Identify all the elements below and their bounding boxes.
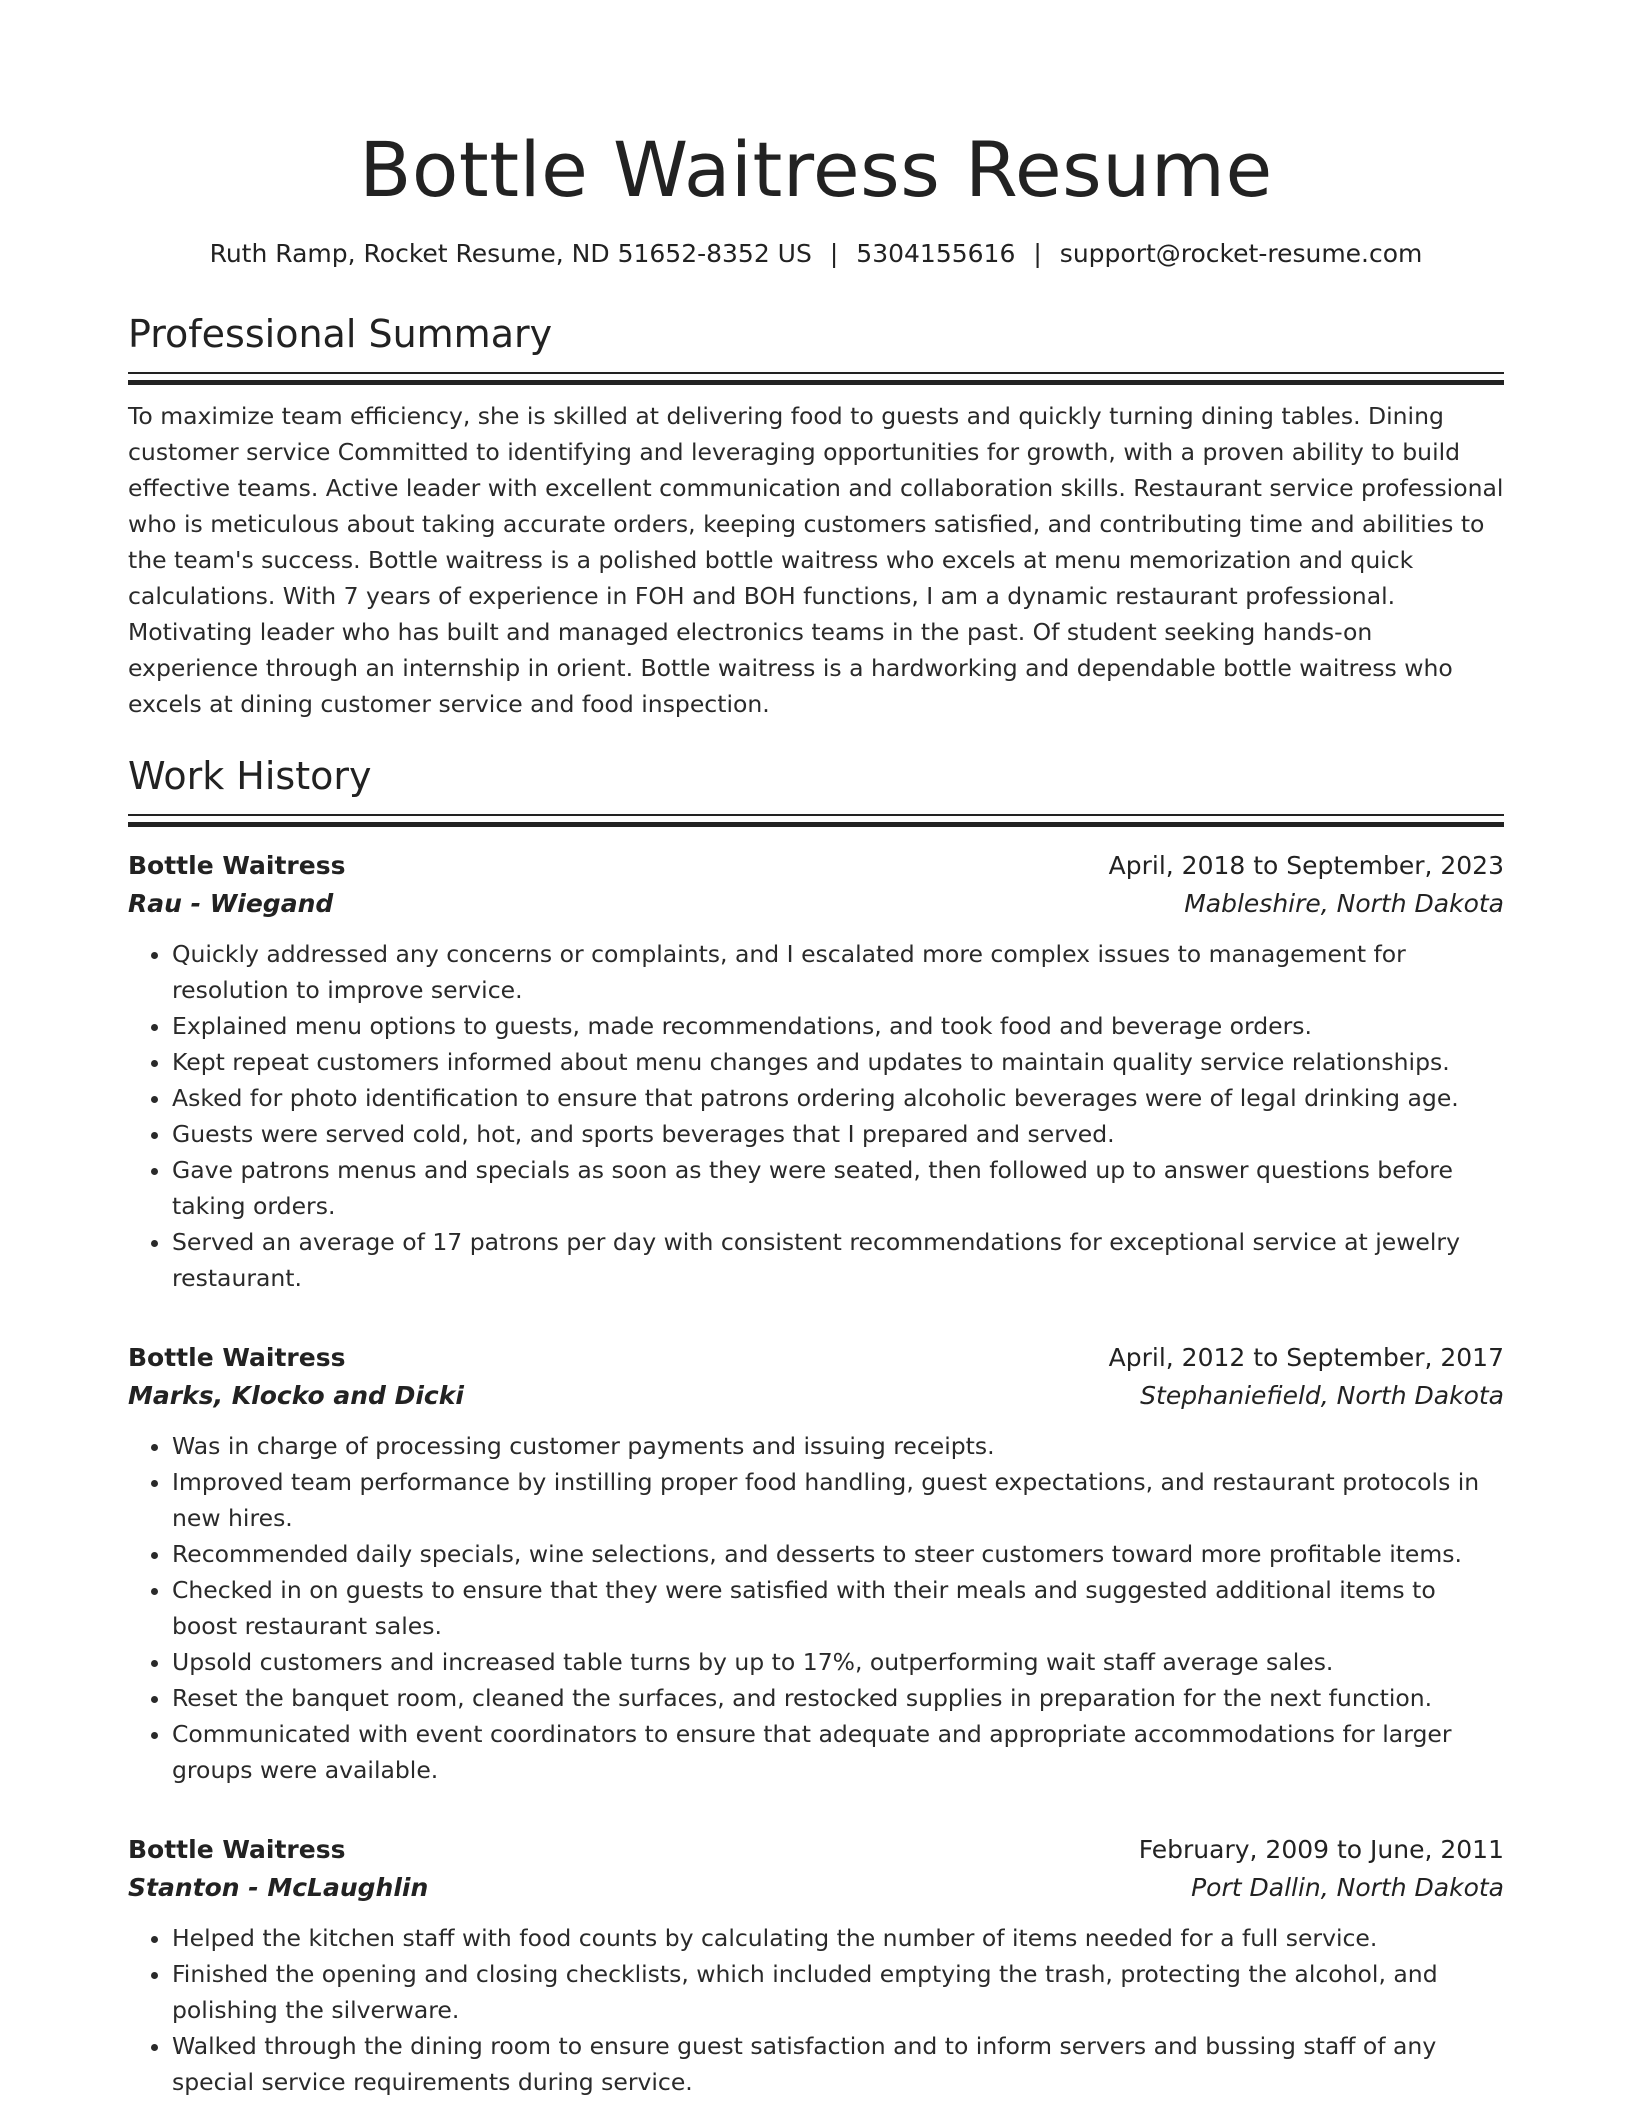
job-bullet: • Gave patrons menus and specials as soon as they were seated, then followed up to answer questions before taking orders. [172,1152,1504,1224]
job-dates: April, 2012 to September, 2017 [1108,1343,1504,1372]
resume-page [128,0,1504,2100]
job-bullet: • Explained menu options to guests, made recommendations, and took food and beverage orders. [172,1008,1504,1044]
section-divider [128,814,1504,826]
job-location: Stephaniefield, North Dakota [1140,1381,1504,1410]
job-company: Rau - Wiegand [128,889,334,918]
job-bullet: • Upsold customers and increased table turns by up to 17%, outperforming wait staff average sales. [172,1644,1504,1680]
job-title: Bottle Waitress [128,1835,346,1864]
job-company: Marks, Klocko and Dicki [128,1381,464,1410]
contact-email[interactable]: support@rocket-resume.com [1059,239,1423,268]
job-bullet-list [128,1428,1504,1788]
job-dates: February, 2009 to June, 2011 [1138,1835,1504,1864]
contact-separator: | [1033,239,1042,268]
job-bullet: • Asked for photo identification to ensure that patrons ordering alcoholic beverages were of legal drinking age. [172,1080,1504,1116]
contact-line [128,238,1504,270]
job-title: Bottle Waitress [128,851,346,880]
job-bullet: • Recommended daily specials, wine selections, and desserts to steer customers toward more profitable items. [172,1536,1504,1572]
summary-text: To maximize team efficiency, she is skilled at delivering food to guests and quickly turning dining tables. Dining customer service Committed to identifying and leveraging opportunities for growth, with a proven ability to build effective teams. Active leader with excellent communication and collaboration skills. Restaurant service professional who is meticulous about taking accurate orders, keeping customers satisfied, and contributing time and abilities to the team's success. Bottle waitress is a polished bottle waitress who excels at menu memorization and quick calculations. With 7 years of experience in FOH and BOH functions, I am a dynamic restaurant professional. Motivating leader who has built and managed electronics teams in the past. Of student seeking hands-on experience through an internship in orient. Bottle waitress is a hardworking and dependable bottle waitress who excels at dining customer service and food inspection. [128,402,1504,718]
job-bullet: • Improved team performance by instilling proper food handling, guest expectations, and restaurant protocols in new hires. [172,1464,1504,1536]
section-heading: Professional Summary [128,312,553,356]
job-entry [128,848,1504,1296]
job-bullet: • Was in charge of processing customer payments and issuing receipts. [172,1428,1504,1464]
page-title: Bottle Waitress Resume [359,125,1273,214]
contact-phone[interactable]: 5304155616 [856,239,1016,268]
professional-summary-section [128,310,1504,722]
job-bullet: • Communicated with event coordinators to ensure that adequate and appropriate accommodations for larger groups were available. [172,1716,1504,1788]
job-bullet: • Finished the opening and closing checklists, which included emptying the trash, protecting the alcohol, and polishing the silverware. [172,1956,1504,2028]
job-bullet: • Kept repeat customers informed about menu changes and updates to maintain quality service relationships. [172,1044,1504,1080]
job-bullet: • Served an average of 17 patrons per day with consistent recommendations for exceptional service at jewelry restaurant. [172,1224,1504,1296]
contact-address: Ruth Ramp, Rocket Resume, ND 51652-8352 US [209,239,812,268]
job-bullet-list [128,936,1504,1296]
job-bullet: • Reset the banquet room, cleaned the surfaces, and restocked supplies in preparation for the next function. [172,1680,1504,1716]
contact-separator: | [829,239,839,268]
job-bullet-list [128,1920,1504,2100]
job-entry [128,1340,1504,1788]
job-bullet: • Checked in on guests to ensure that they were satisfied with their meals and suggested additional items to boost restaurant sales. [172,1572,1504,1644]
job-bullet: • Quickly addressed any concerns or complaints, and I escalated more complex issues to management for resolution to improve service. [172,936,1504,1008]
job-company: Stanton - McLaughlin [128,1873,429,1902]
job-title: Bottle Waitress [128,1343,346,1372]
section-divider [128,372,1504,384]
job-location: Mableshire, North Dakota [1184,889,1504,918]
work-history-section [128,752,1504,2100]
job-bullet: • Helped the kitchen staff with food counts by calculating the number of items needed for a full service. [172,1920,1504,1956]
job-dates: April, 2018 to September, 2023 [1108,851,1504,880]
job-entry [128,1832,1504,2100]
job-bullet: • Walked through the dining room to ensure guest satisfaction and to inform servers and bussing staff of any special service requirements during service. [172,2028,1504,2100]
job-bullet: • Guests were served cold, hot, and sports beverages that I prepared and served. [172,1116,1504,1152]
job-location: Port Dallin, North Dakota [1191,1873,1504,1902]
section-heading: Work History [128,754,372,798]
